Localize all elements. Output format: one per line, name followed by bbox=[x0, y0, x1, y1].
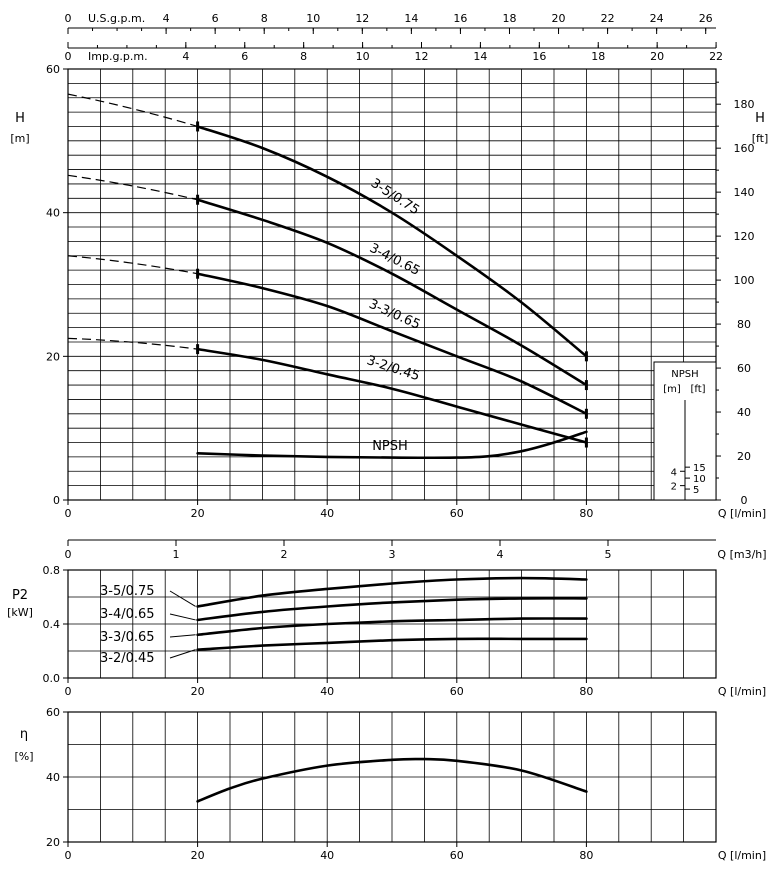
series-label: 3-3/0.65 bbox=[366, 296, 423, 333]
usgpm-tick-label: 26 bbox=[698, 12, 713, 25]
y-axis-label: H bbox=[15, 111, 25, 126]
x-tick-label: 40 bbox=[320, 507, 335, 520]
y2-axis-unit: [ft] bbox=[751, 132, 769, 145]
x-tick-label: 60 bbox=[449, 507, 464, 520]
m3h-tick-label: 3 bbox=[388, 548, 396, 561]
y-tick-label: 20 bbox=[46, 350, 60, 364]
usgpm-tick-label: 8 bbox=[260, 12, 268, 25]
y-tick-label: 0.8 bbox=[42, 564, 60, 577]
x-tick-label: 0 bbox=[64, 685, 72, 698]
panel-efficiency bbox=[14, 706, 766, 862]
x-tick-label: 40 bbox=[320, 685, 335, 698]
y-axis-label: P2 bbox=[11, 588, 29, 603]
x-tick-label: 60 bbox=[449, 685, 464, 698]
series-label: 3-4/0.65 bbox=[366, 240, 423, 279]
impgpm-tick-label: 8 bbox=[300, 50, 308, 63]
y2-tick-label: 100 bbox=[733, 274, 755, 288]
m3h-tick-label: 1 bbox=[172, 548, 180, 561]
usgpm-tick-label: 10 bbox=[306, 12, 321, 25]
y2-tick-label: 180 bbox=[733, 98, 755, 112]
power-series-leader bbox=[170, 635, 196, 637]
y-tick-label: 60 bbox=[46, 63, 60, 76]
usgpm-tick-label: 14 bbox=[404, 12, 419, 25]
x-axis-label: Q [l/min] bbox=[717, 849, 767, 862]
y2-tick-label: 120 bbox=[733, 230, 755, 244]
y2-tick-label: 160 bbox=[733, 142, 755, 156]
y2-tick-label: 60 bbox=[737, 362, 751, 376]
y-axis-unit: [%] bbox=[14, 750, 34, 763]
usgpm-label: U.S.g.p.m. bbox=[88, 12, 146, 25]
npsh-inset-right-unit: [ft] bbox=[690, 384, 706, 395]
series-label: 3-2/0.45 bbox=[364, 353, 422, 385]
x-axis-label: Q [l/min] bbox=[717, 507, 767, 520]
usgpm-tick-label: 6 bbox=[211, 12, 219, 25]
npsh-inset-ft-label: 15 bbox=[693, 463, 706, 475]
power-series-leader bbox=[170, 591, 196, 606]
y2-tick-label: 20 bbox=[737, 450, 751, 464]
panel-power bbox=[7, 564, 766, 698]
power-series-label: 3-4/0.65 bbox=[100, 607, 155, 622]
impgpm-tick-label: 6 bbox=[241, 50, 249, 63]
y-axis-label: η bbox=[19, 727, 29, 742]
y2-tick-label: 80 bbox=[737, 318, 751, 332]
y-tick-label: 0.4 bbox=[42, 618, 60, 631]
impgpm-tick-label: 12 bbox=[414, 50, 429, 63]
y-tick-label: 40 bbox=[46, 771, 60, 784]
series-label: 3-5/0.75 bbox=[367, 175, 422, 219]
x-tick-label: 20 bbox=[190, 507, 205, 520]
usgpm-tick-label: 12 bbox=[355, 12, 370, 25]
x-axis-label: Q [l/min] bbox=[717, 685, 767, 698]
series-label: NPSH bbox=[372, 439, 408, 454]
impgpm-label: Imp.g.p.m. bbox=[88, 50, 148, 63]
x-tick-label: 0 bbox=[64, 849, 72, 862]
usgpm-tick-label: 0 bbox=[64, 12, 72, 25]
npsh-inset-m-label: 2 bbox=[670, 481, 677, 493]
npsh-inset-left-unit: [m] bbox=[663, 384, 681, 395]
x-tick-label: 80 bbox=[579, 849, 594, 862]
y-tick-label: 0 bbox=[53, 494, 60, 507]
m3h-tick-label: 0 bbox=[64, 548, 72, 561]
impgpm-tick-label: 10 bbox=[355, 50, 370, 63]
impgpm-tick-label: 0 bbox=[64, 50, 72, 63]
usgpm-tick-label: 16 bbox=[453, 12, 468, 25]
impgpm-tick-label: 4 bbox=[182, 50, 190, 63]
y2-axis-label: H bbox=[755, 111, 765, 126]
npsh-inset-ft-label: 10 bbox=[693, 474, 706, 486]
x-tick-label: 0 bbox=[64, 507, 72, 520]
y2-tick-label: 0 bbox=[740, 494, 748, 507]
impgpm-tick-label: 20 bbox=[650, 50, 665, 63]
npsh-inset-m-label: 4 bbox=[670, 467, 677, 479]
power-series-label: 3-3/0.65 bbox=[100, 630, 155, 645]
y-axis-unit: [m] bbox=[10, 132, 30, 145]
usgpm-tick-label: 22 bbox=[600, 12, 615, 25]
x-tick-label: 80 bbox=[579, 507, 594, 520]
power-series-label: 3-2/0.45 bbox=[100, 651, 155, 666]
m3h-tick-label: 5 bbox=[604, 548, 612, 561]
y-tick-label: 60 bbox=[46, 706, 60, 719]
y-tick-label: 40 bbox=[46, 206, 60, 220]
impgpm-tick-label: 22 bbox=[709, 50, 724, 63]
usgpm-tick-label: 4 bbox=[162, 12, 170, 25]
y2-tick-label: 140 bbox=[733, 186, 755, 200]
x-tick-label: 20 bbox=[190, 685, 205, 698]
npsh-inset-title: NPSH bbox=[671, 369, 699, 380]
usgpm-tick-label: 24 bbox=[649, 12, 664, 25]
impgpm-tick-label: 14 bbox=[473, 50, 488, 63]
x-tick-label: 40 bbox=[320, 849, 335, 862]
m3h-tick-label: 2 bbox=[280, 548, 288, 561]
y2-tick-label: 40 bbox=[737, 406, 751, 420]
npsh-inset-ft-label: 5 bbox=[693, 485, 700, 497]
impgpm-tick-label: 16 bbox=[532, 50, 547, 63]
m3h-axis-label: Q [m3/h] bbox=[717, 548, 767, 561]
y-tick-label: 20 bbox=[46, 836, 60, 849]
power-series-leader bbox=[170, 614, 196, 620]
x-tick-label: 80 bbox=[579, 685, 594, 698]
y-tick-label: 0.0 bbox=[42, 672, 60, 685]
y-axis-unit: [kW] bbox=[7, 606, 33, 619]
x-tick-label: 60 bbox=[449, 849, 464, 862]
impgpm-tick-label: 18 bbox=[591, 50, 606, 63]
x-tick-label: 20 bbox=[190, 849, 205, 862]
power-series-label: 3-5/0.75 bbox=[100, 584, 155, 599]
usgpm-tick-label: 18 bbox=[502, 12, 517, 25]
usgpm-tick-label: 20 bbox=[551, 12, 566, 25]
panel-head bbox=[10, 63, 768, 561]
m3h-tick-label: 4 bbox=[496, 548, 504, 561]
